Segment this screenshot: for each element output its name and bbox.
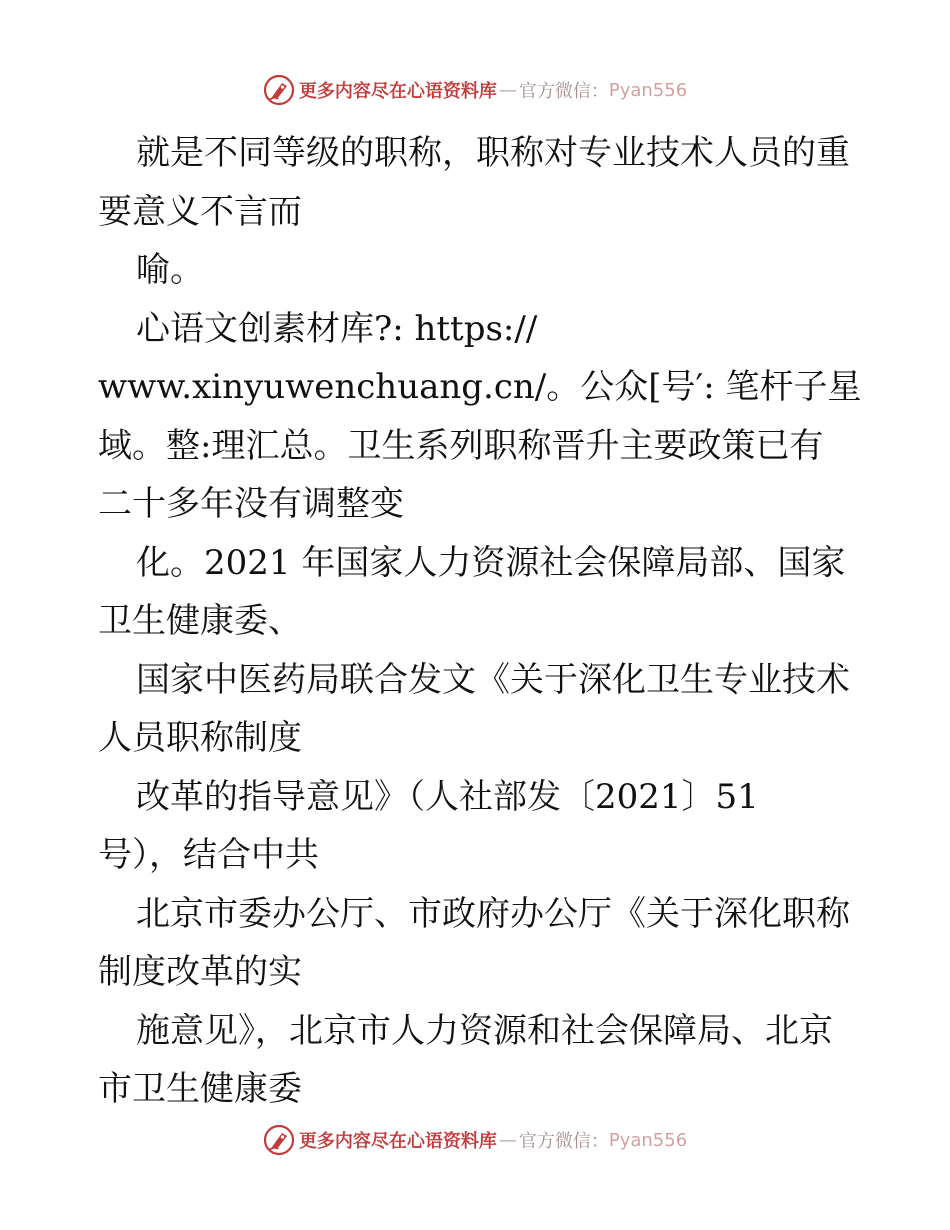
text-line: www.xinyuwenchuang.cn/。公众[号′: 笔杆子星 — [98, 367, 862, 407]
text-line: 市卫生健康委 — [98, 1069, 302, 1109]
text-line: 化。2021 年国家人力资源社会保障局部、国家 — [136, 542, 846, 583]
banner-wechat-label: 官方微信： — [518, 81, 609, 102]
document-body — [98, 124, 862, 1119]
banner-dash: — — [498, 1129, 517, 1151]
header-banner — [0, 70, 950, 110]
banner-dash: — — [498, 79, 517, 101]
text-line: 北京市委办公厅、市政府办公厅《关于深化职称 — [136, 893, 850, 934]
text-line: 施意见》，北京市人力资源和社会保障局、北京 — [136, 1010, 833, 1051]
banner-wechat-label: 官方微信： — [518, 1131, 609, 1152]
text-line: 二十多年没有调整变 — [98, 484, 404, 524]
text-line: 人员职称制度 — [98, 718, 302, 758]
text-line: 要意义不言而 — [98, 191, 302, 232]
footer-banner — [0, 1120, 950, 1160]
banner-slogan: 更多内容尽在心语资料库 — [298, 81, 497, 102]
text-line: 喻。 — [136, 250, 204, 290]
pen-nib-logo-icon — [263, 74, 295, 106]
text-line: 域。整:理汇总。卫生系列职称晋升主要政策已有 — [98, 425, 824, 466]
banner-slogan: 更多内容尽在心语资料库 — [298, 1131, 497, 1152]
banner-wechat-id: Pyan556 — [608, 79, 688, 101]
text-line: 国家中医药局联合发文《关于深化卫生专业技术 — [136, 659, 850, 700]
text-line: 改革的指导意见》（人社部发〔2021〕51 — [136, 776, 759, 817]
pen-nib-logo-icon — [263, 1124, 295, 1156]
banner-wechat-id: Pyan556 — [608, 1129, 688, 1151]
text-line: 心语文创素材库?: https:// — [136, 308, 538, 349]
text-line: 号），结合中共 — [98, 835, 319, 875]
text-line: 卫生健康委、 — [98, 601, 302, 641]
text-line: 就是不同等级的职称，职称对专业技术人员的重 — [136, 133, 850, 173]
text-line: 制度改革的实 — [98, 952, 302, 992]
